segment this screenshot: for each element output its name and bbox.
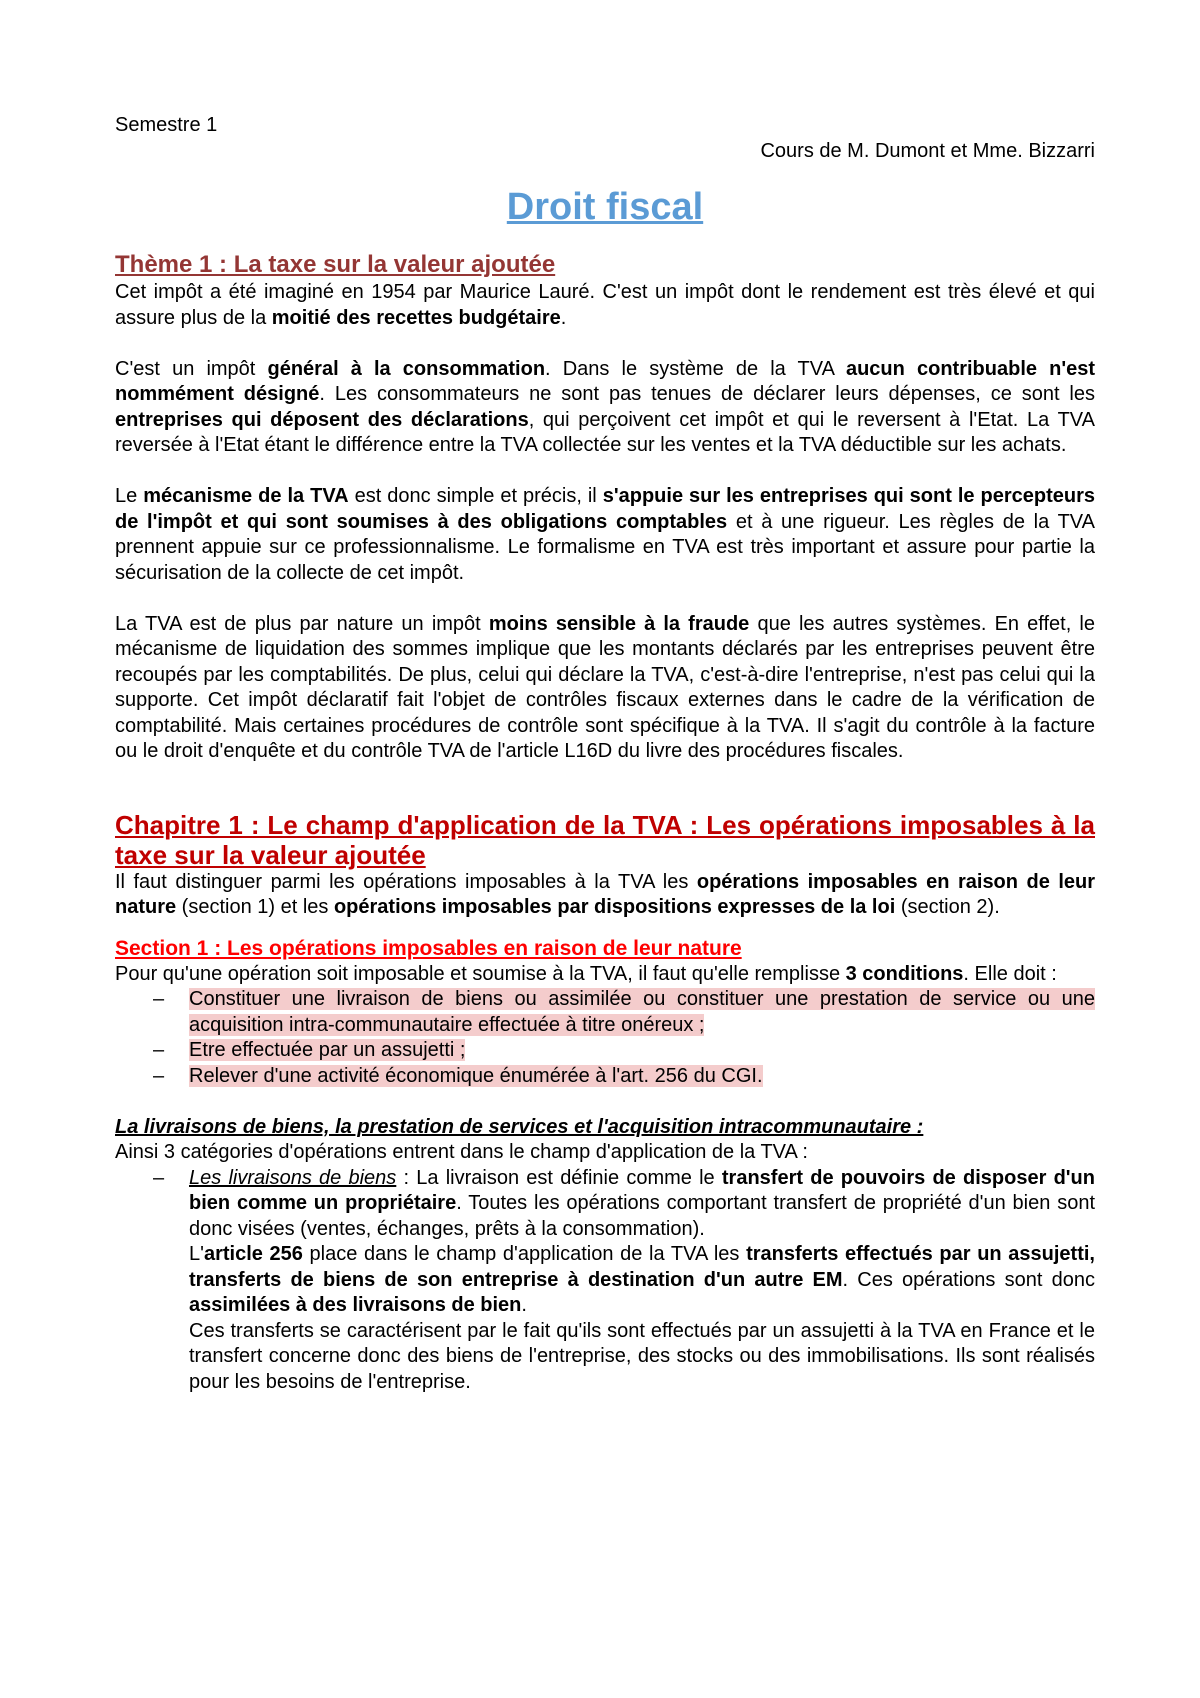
dash-bullet: – <box>153 988 165 1010</box>
dash-bullet: – <box>153 1064 165 1087</box>
dash-bullet: – <box>153 1166 165 1189</box>
category-paragraph-2: L'article 256 place dans le champ d'application de la TVA les transferts effectués par un assujetti, transferts de biens de son entreprise à destination d'un autre EM. Ces opérations sont donc assimilées à des livraisons de bien. <box>189 1243 1095 1316</box>
condition-text: Etre effectuée par un assujetti ; <box>189 1039 466 1061</box>
subsection-heading: La livraisons de biens, la prestation de services et l'acquisition intracommunautaire : <box>115 1115 924 1138</box>
theme-paragraph-1: Cet impôt a été imaginé en 1954 par Maurice Lauré. C'est un impôt dont le rendement est très élevé et qui assure plus de la moitié des recettes budgétaire. <box>115 281 1095 329</box>
semester-label: Semestre 1 <box>115 114 218 136</box>
theme-heading: Thème 1 : La taxe sur la valeur ajoutée <box>115 251 556 278</box>
list-item <box>115 1166 1095 1396</box>
condition-text: Constituer une livraison de biens ou assimilée ou constituer une prestation de service ou une acquisition intra-communautaire effectuée à titre onéreux ; <box>189 988 1095 1036</box>
category-paragraph-1: Les livraisons de biens : La livraison est définie comme le transfert de pouvoirs de disposer d'un bien comme un propriétaire. Toutes les opérations comportant transfert de propriété d'un bien sont donc visées (ventes, échanges, prêts à la consommation). <box>189 1166 1096 1240</box>
theme-paragraph-2: C'est un impôt général à la consommation. Dans le système de la TVA aucun contribuable n'est nommément désigné. Les consommateurs ne sont pas tenues de déclarer leurs dépenses, ce sont les entreprises qui déposent des déclarations, qui perçoivent cet impôt et qui le reversent à l'Etat. La TVA reversée à l'Etat étant le différence entre la TVA collectée sur les ventes et la TVA déductible sur les achats. <box>115 357 1096 456</box>
list-item <box>115 987 1095 1038</box>
subsection-intro: Ainsi 3 catégories d'opérations entrent dans le champ d'application de la TVA : <box>115 1141 808 1163</box>
list-item <box>115 1064 1095 1090</box>
section-heading: Section 1 : Les opérations imposables en raison de leur nature <box>115 936 742 960</box>
category-paragraph-3: Ces transferts se caractérisent par le fait qu'ils sont effectués par un assujetti à la TVA en France et le transfert concerne donc des biens de l'entreprise, des stocks ou des immobilisations. Ils sont réalisés pour les besoins de l'entreprise. <box>189 1319 1095 1393</box>
chapter-paragraph-1: Il faut distinguer parmi les opérations imposables à la TVA les opérations imposables en raison de leur nature (section 1) et les opérations imposables par dispositions expresses de la loi (section 2). <box>115 870 1096 918</box>
conditions-list <box>115 987 1095 1089</box>
condition-text: Relever d'une activité économique énumérée à l'art. 256 du CGI. <box>189 1064 763 1087</box>
chapter-heading: Chapitre 1 : Le champ d'application de la TVA : Les opérations imposables à la taxe sur la valeur ajoutée <box>115 809 1095 870</box>
course-authors: Cours de M. Dumont et Mme. Bizzarri <box>760 139 1095 162</box>
theme-paragraph-4: La TVA est de plus par nature un impôt moins sensible à la fraude que les autres systèmes. En effet, le mécanisme de liquidation des sommes implique que les montants déclarés par les entreprises peuvent être recoupés par les comptabilités. De plus, celui qui déclare la TVA, c'est-à-dire l'entreprise, n'est pas celui qui la supporte. Cet impôt déclaratif fait l'objet de contrôles fiscaux externes dans le cadre de la vérification de comptabilité. Mais certaines procédures de contrôle sont spécifique à la TVA. Il s'agit du contrôle à la facture ou le droit d'enquête et du contrôle TVA de l'article L16D du livre des procédures fiscales. <box>115 612 1095 762</box>
document-title: Droit fiscal <box>506 186 704 228</box>
category-label: Les livraisons de biens <box>189 1166 397 1189</box>
section-paragraph-1: Pour qu'une opération soit imposable et soumise à la TVA, il faut qu'elle remplisse 3 conditions. Elle doit : <box>115 962 1057 985</box>
theme-paragraph-3: Le mécanisme de la TVA est donc simple et précis, il s'appuie sur les entreprises qui sont le percepteurs de l'impôt et qui sont soumises à des obligations comptables et à une rigueur. Les règles de la TVA prennent appuie sur ce professionnalisme. Le formalisme en TVA est très important et assure pour partie la sécurisation de la collecte de cet impôt. <box>115 485 1095 584</box>
document-body <box>115 113 1095 1395</box>
dash-bullet: – <box>153 1039 165 1061</box>
list-item <box>115 1038 1095 1064</box>
categories-list <box>115 1166 1095 1396</box>
